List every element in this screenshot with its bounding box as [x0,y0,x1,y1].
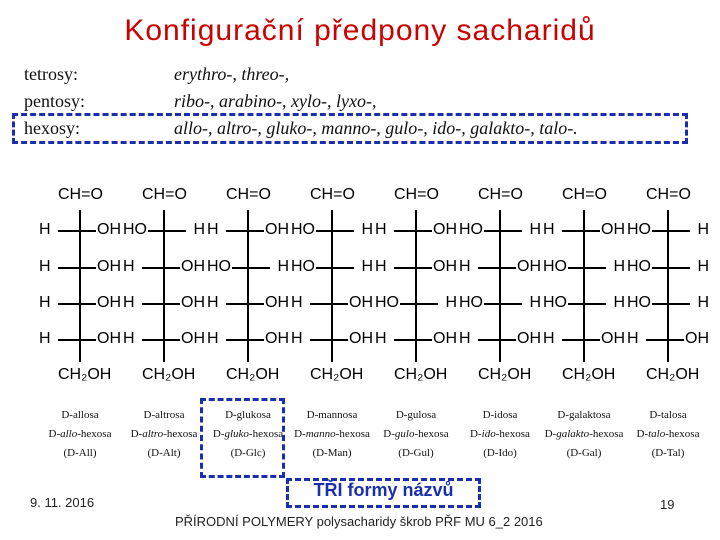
left-substituent: H [375,330,387,347]
right-substituent: H [445,294,457,311]
bond-line [562,303,606,305]
left-substituent: H [375,221,387,238]
right-substituent: OH [433,221,457,238]
bond-line [646,230,690,232]
left-substituent: H [123,258,135,275]
prefix-label: hexosy: [24,118,80,138]
bond-line [394,303,438,305]
stereocenter-row [458,257,542,279]
left-substituent: H [375,258,387,275]
systematic-name: D-altro-hexosa [130,428,198,440]
aldehyde-group: CH=O [58,186,103,203]
common-name: D-altrosa [143,409,185,421]
stereocenter-row [542,257,626,279]
stereocenter-row [374,220,458,242]
right-substituent: OH [517,330,541,347]
common-name: D-mannosa [306,409,358,421]
right-substituent: H [697,294,709,311]
common-name: D-gulosa [395,409,437,421]
tri-formy-label: TŘI formy názvů [313,480,454,500]
sugar-name-block [116,406,212,463]
right-substituent: OH [349,330,373,347]
right-substituent: OH [433,258,457,275]
stereocenter-row [626,329,710,351]
left-substituent: H [39,258,51,275]
right-substituent: OH [97,294,121,311]
right-substituent: OH [181,330,205,347]
stereocenter-row [38,329,122,351]
systematic-name: D-allo-hexosa [48,428,112,440]
stereocenter-row [38,220,122,242]
aldehyde-group: CH=O [562,186,607,203]
left-substituent: H [207,294,219,311]
footer-text: PŘÍRODNÍ POLYMERY polysacharidy škrob PŘF MU 6_2 2016 [175,514,543,529]
right-substituent: H [529,221,541,238]
aldehyde-group: CH=O [478,186,523,203]
right-substituent: H [277,258,289,275]
abbreviation: (D-Gal) [566,447,602,459]
stereocenter-row [122,293,206,315]
fischer-projection [290,180,374,390]
left-substituent: H [123,330,135,347]
left-substituent: H [543,330,555,347]
stereocenter-row [374,293,458,315]
bond-line [646,303,690,305]
right-substituent: OH [433,330,457,347]
left-substituent: H [207,330,219,347]
fischer-projection [206,180,290,390]
hydroxymethyl-group: CH₂OH [562,366,616,383]
right-substituent: H [529,294,541,311]
right-substituent: H [193,221,205,238]
bond-line [646,267,690,269]
abbreviation: (D-Tal) [651,447,685,459]
right-substituent: OH [181,258,205,275]
stereocenter-row [206,329,290,351]
left-substituent: HO [459,294,483,311]
fischer-projection [374,180,458,390]
stereocenter-row [290,329,374,351]
bond-line [142,230,186,232]
stereocenter-row [374,257,458,279]
common-name: D-talosa [649,409,687,421]
left-substituent: HO [627,258,651,275]
bond-line [226,267,270,269]
bond-line [310,230,354,232]
systematic-name: D-talo-hexosa [636,428,700,440]
left-substituent: HO [123,221,147,238]
right-substituent: H [361,221,373,238]
common-name: D-allosa [61,409,99,421]
stereocenter-row [122,220,206,242]
left-substituent: H [291,294,303,311]
sugar-name-block [536,406,632,463]
prefix-values: ribo-, arabino-, xylo-, lyxo-, [174,91,377,111]
stereocenter-row [374,329,458,351]
right-substituent: H [613,294,625,311]
bond-line [478,303,522,305]
footer-date: 9. 11. 2016 [30,495,95,510]
stereocenter-row [542,329,626,351]
hydroxymethyl-group: CH₂OH [226,366,280,383]
stereocenter-row [458,293,542,315]
left-substituent: HO [627,294,651,311]
stereocenter-row [626,293,710,315]
stereocenter-row [38,293,122,315]
stereocenter-row [542,293,626,315]
systematic-name: D-ido-hexosa [470,428,530,440]
right-substituent: OH [517,258,541,275]
hydroxymethyl-group: CH₂OH [58,366,112,383]
abbreviation: (D-Gul) [398,447,434,459]
left-substituent: H [39,330,51,347]
sugar-name-block [452,406,548,463]
systematic-name: D-manno-hexosa [294,428,370,440]
prefix-values: erythro-, threo-, [174,64,290,84]
left-substituent: H [459,330,471,347]
bond-line [478,230,522,232]
stereocenter-row [458,220,542,242]
abbreviation: (D-All) [63,447,97,459]
hydroxymethyl-group: CH₂OH [646,366,700,383]
right-substituent: OH [265,330,289,347]
stereocenter-row [290,293,374,315]
left-substituent: H [207,221,219,238]
fischer-projection [626,180,710,390]
left-substituent: HO [543,294,567,311]
left-substituent: HO [627,221,651,238]
right-substituent: OH [349,294,373,311]
right-substituent: OH [265,221,289,238]
right-substituent: OH [181,294,205,311]
aldehyde-group: CH=O [226,186,271,203]
fischer-projection [542,180,626,390]
hydroxymethyl-group: CH₂OH [478,366,532,383]
left-substituent: HO [291,258,315,275]
right-substituent: OH [97,221,121,238]
stereocenter-row [122,257,206,279]
stereocenter-row [122,329,206,351]
right-substituent: OH [97,258,121,275]
left-substituent: H [459,258,471,275]
common-name: D-galaktosa [557,409,611,421]
stereocenter-row [38,257,122,279]
right-substituent: OH [601,330,625,347]
left-substituent: HO [375,294,399,311]
left-substituent: H [39,221,51,238]
stereocenter-row [626,220,710,242]
right-substituent: OH [601,221,625,238]
fischer-projection [38,180,122,390]
systematic-name: D-galakto-hexosa [544,428,624,440]
stereocenter-row [206,257,290,279]
prefix-label: tetrosy: [24,64,78,84]
abbreviation: (D-Glc) [230,447,266,459]
right-substituent: H [613,258,625,275]
left-substituent: HO [291,221,315,238]
abbreviation: (D-Alt) [147,447,181,459]
right-substituent: H [697,258,709,275]
left-substituent: H [627,330,639,347]
left-substituent: H [543,221,555,238]
common-name: D-idosa [482,409,518,421]
hydroxymethyl-group: CH₂OH [142,366,196,383]
right-substituent: OH [265,294,289,311]
aldehyde-group: CH=O [310,186,355,203]
hydroxymethyl-group: CH₂OH [310,366,364,383]
bond-line [562,267,606,269]
systematic-name: D-gulo-hexosa [383,428,449,440]
right-substituent: OH [97,330,121,347]
hexosy-highlight-box [12,113,688,144]
stereocenter-row [290,220,374,242]
aldehyde-group: CH=O [394,186,439,203]
sugar-name-block [368,406,464,463]
aldehyde-group: CH=O [142,186,187,203]
stereocenter-row [542,220,626,242]
stereocenter-row [626,257,710,279]
stereocenter-row [206,293,290,315]
hydroxymethyl-group: CH₂OH [394,366,448,383]
glukosa-highlight-box [200,398,285,478]
right-substituent: H [697,221,709,238]
page-number: 19 [660,497,675,512]
sugar-name-block [284,406,380,463]
fischer-projection [122,180,206,390]
abbreviation: (D-Man) [312,447,352,459]
stereocenter-row [458,329,542,351]
left-substituent: H [123,294,135,311]
slide-title: Konfigurační předpony sacharidů [124,14,596,47]
right-substituent: H [361,258,373,275]
prefix-label: pentosy: [24,91,85,111]
systematic-name: D-gluko-hexosa [212,428,284,440]
left-substituent: H [39,294,51,311]
common-name: D-glukosa [225,409,271,421]
fischer-projection [458,180,542,390]
aldehyde-group: CH=O [646,186,691,203]
stereocenter-row [290,257,374,279]
stereocenter-row [206,220,290,242]
bond-line [310,267,354,269]
sugar-name-block [620,406,716,463]
left-substituent: HO [543,258,567,275]
prefix-values: allo-, altro-, gluko-, manno-, gulo-, ido-, galakto-, talo-. [174,118,578,138]
sugar-name-block [32,406,128,463]
right-substituent: OH [685,330,709,347]
left-substituent: H [291,330,303,347]
left-substituent: HO [459,221,483,238]
abbreviation: (D-Ido) [483,447,517,459]
left-substituent: HO [207,258,231,275]
